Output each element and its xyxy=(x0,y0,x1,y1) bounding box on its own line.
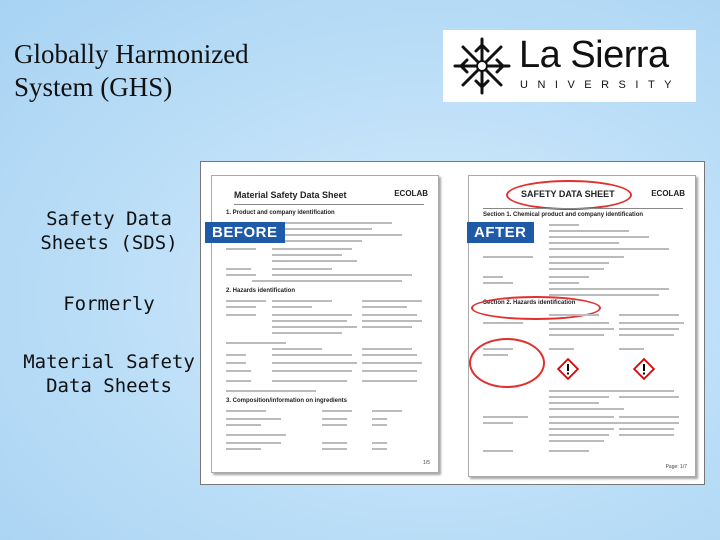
after-sds-document xyxy=(468,175,696,477)
before-badge: BEFORE xyxy=(205,222,285,243)
exclamation-pictogram-icon xyxy=(633,358,655,380)
logo-name: La Sierra xyxy=(519,34,669,76)
sds-heading-line1: Safety Data xyxy=(46,208,172,230)
after-badge: AFTER xyxy=(467,222,534,243)
slide-title-line2: System (GHS) xyxy=(14,72,173,102)
formerly-label: Formerly xyxy=(63,293,155,315)
msds-label-line2: Data Sheets xyxy=(46,375,172,397)
before-section1: 1. Product and company identification xyxy=(226,210,335,216)
after-section1: Section 1. Chemical product and company identification xyxy=(483,212,644,218)
after-section2: Section 2. Hazards identification xyxy=(483,300,576,306)
after-doc-title: SAFETY DATA SHEET xyxy=(521,189,615,199)
before-doc-title: Material Safety Data Sheet xyxy=(234,190,347,200)
logo-subtitle: UNIVERSITY xyxy=(520,79,682,91)
before-section3: 3. Composition/information on ingredients xyxy=(226,398,347,404)
before-page-number: 1/5 xyxy=(423,460,430,466)
title-highlight-ring xyxy=(506,180,632,210)
msds-label xyxy=(14,350,204,398)
slide-title-line1: Globally Harmonized xyxy=(14,39,249,69)
after-doc-brand: ECOLAB xyxy=(651,189,685,198)
section-highlight-ring xyxy=(471,296,601,320)
comparison-image xyxy=(200,161,705,485)
before-doc-brand: ECOLAB xyxy=(394,189,428,198)
sds-heading-line2: Sheets (SDS) xyxy=(40,232,178,254)
before-section2: 2. Hazards identification xyxy=(226,288,296,294)
university-logo xyxy=(443,30,696,102)
exclamation-pictogram-icon xyxy=(557,358,579,380)
before-msds-document xyxy=(211,175,439,473)
snowflake-star-icon xyxy=(451,35,513,97)
msds-label-line1: Material Safety xyxy=(23,351,195,373)
sds-heading xyxy=(14,207,204,255)
pictogram-highlight-ring xyxy=(469,338,545,388)
slide-title xyxy=(14,38,314,104)
after-page-number: Page: 1/7 xyxy=(665,464,687,470)
